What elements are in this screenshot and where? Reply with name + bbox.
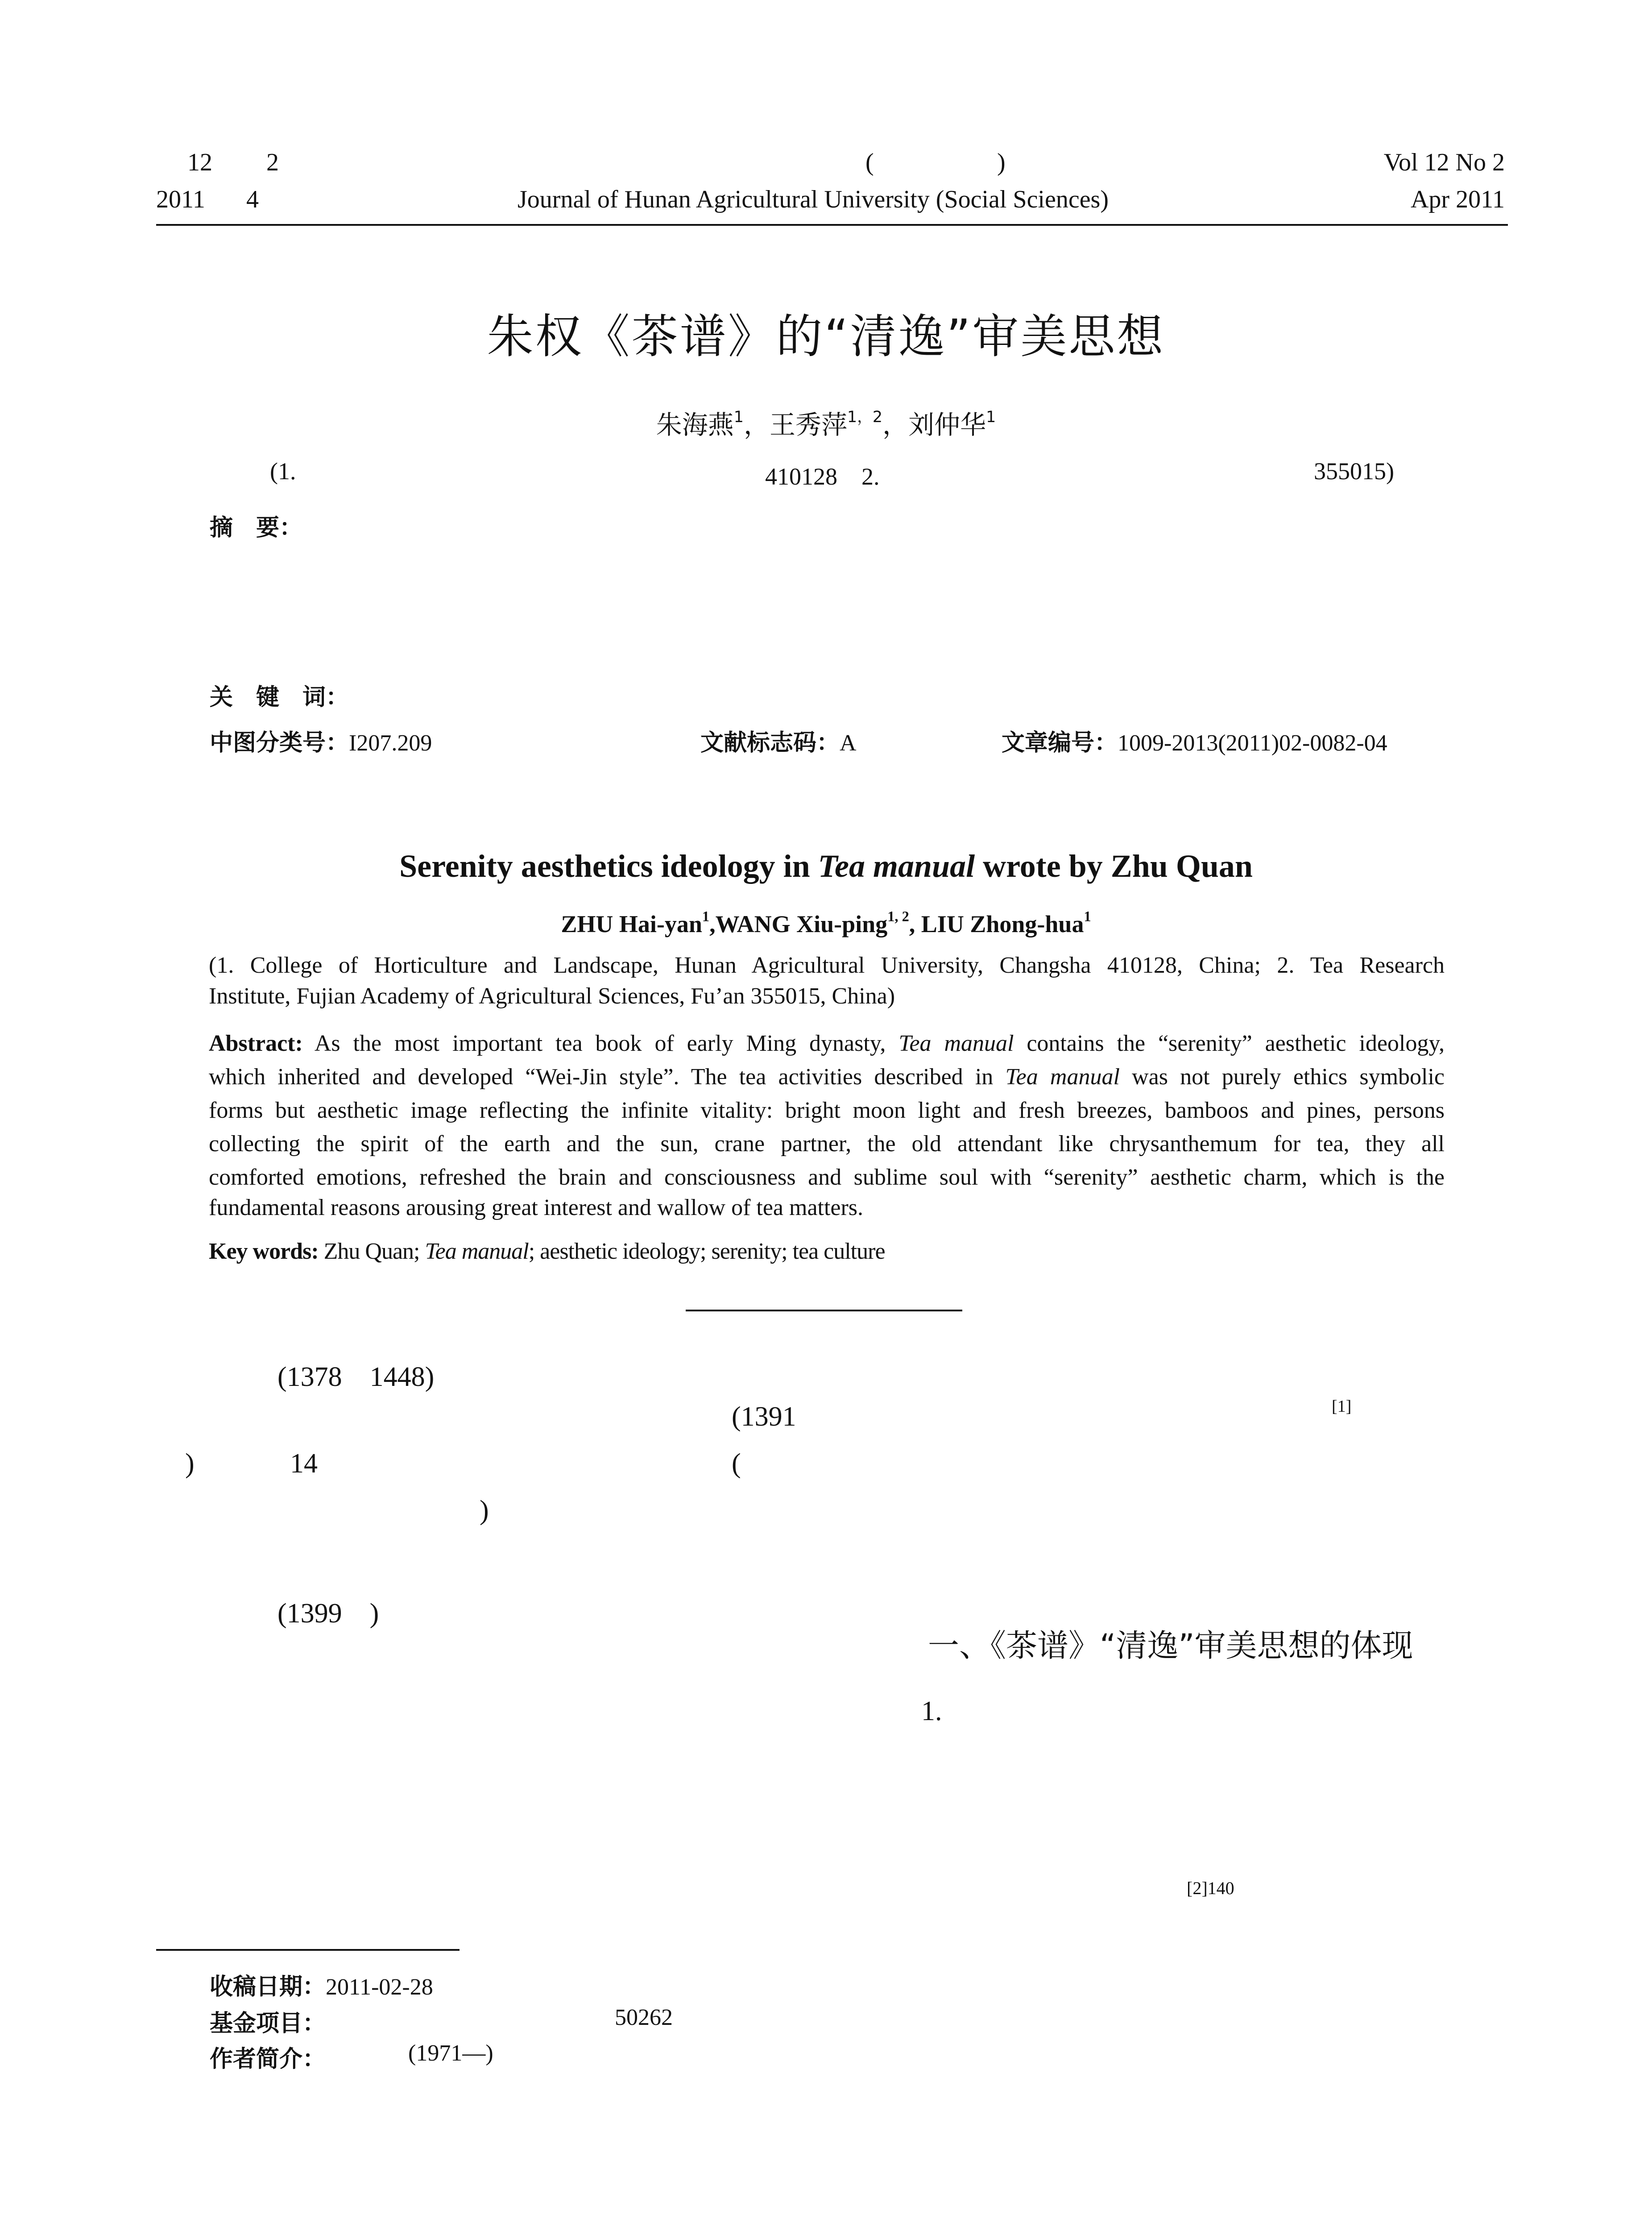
- header-journal-en: Journal of Hunan Agricultural University (Social Sciences): [518, 186, 1109, 213]
- title-en-book: Tea manual: [818, 848, 975, 884]
- classification-line: [210, 724, 432, 757]
- title-en-part-2: wrote by Zhu Quan: [975, 848, 1253, 884]
- header-year-cn: 2011: [156, 186, 205, 213]
- header-month-cn: 4: [246, 186, 259, 213]
- author-cn-1: 朱海燕: [656, 410, 734, 440]
- body-left-paren: ): [185, 1448, 195, 1479]
- header-paren-open: (: [865, 149, 874, 176]
- citation-1: [1]: [1332, 1397, 1352, 1416]
- abstract-en-line-2: [209, 1060, 1445, 1095]
- body-left-number: 14: [290, 1448, 318, 1479]
- footnote-author-years: (1971—): [408, 2040, 493, 2066]
- author-cn-sep-1: ，: [743, 410, 770, 440]
- affiliation-en-line-1: (1. College of Horticulture and Landscape, Hunan Agricultural University, Changsha 410128, China; 2. Tea Research: [209, 953, 1445, 978]
- keywords-en-text: ; aesthetic ideology; serenity; tea culture: [528, 1239, 885, 1264]
- footnote-received: [210, 1968, 433, 2001]
- document-code-value: A: [840, 730, 857, 756]
- header-volume-en: Vol 12 No 2: [1383, 149, 1505, 176]
- abstract-en-line-1: [209, 1026, 1445, 1061]
- author-cn-2-affil: 1，2: [847, 408, 883, 426]
- document-code: [700, 724, 857, 757]
- section-divider: [686, 1310, 962, 1311]
- affiliation-en-line-2: Institute, Fujian Academy of Agricultural Sciences, Fu’an 355015, China): [209, 983, 895, 1009]
- article-number-value: 1009-2013(2011)02-0082-04: [1118, 730, 1387, 756]
- author-cn-sep-2: ，: [882, 410, 909, 440]
- subsection-1-number: 1.: [921, 1696, 942, 1726]
- clc-value: I207.209: [349, 730, 432, 756]
- author-en-3: , LIU Zhong-hua: [909, 911, 1084, 937]
- footnote-fund-number: 50262: [615, 2005, 673, 2030]
- header-rule: [156, 224, 1508, 226]
- abstract-en-text: was not purely ethics symbolic: [1119, 1064, 1445, 1090]
- body-left-dates-1: (1378 1448): [277, 1362, 435, 1392]
- author-en-2-affil: 1, 2: [887, 908, 909, 925]
- body-left-paren-2: ): [480, 1495, 489, 1526]
- title-en: [0, 848, 1652, 885]
- title-en-part-1: Serenity aesthetics ideology in: [399, 848, 818, 884]
- article-number-label: 文章编号：: [1002, 730, 1118, 756]
- abstract-en-text: which inherited and developed “Wei-Jin style”. The tea activities described in: [209, 1064, 1006, 1090]
- author-cn-3-affil: 1: [986, 408, 996, 426]
- affiliation-cn-part-3: 355015): [1314, 458, 1394, 485]
- article-number: [1002, 724, 1387, 757]
- footnote-fund-label: 基金项目：: [210, 2010, 326, 2037]
- received-label: 收稿日期：: [210, 1974, 326, 2000]
- authors-en: [0, 910, 1652, 938]
- keywords-en-text: Zhu Quan;: [318, 1239, 425, 1264]
- header-paren-close: ): [997, 149, 1006, 176]
- keywords-en-label: Key words:: [209, 1239, 319, 1264]
- abstract-en-line-5: comforted emotions, refreshed the brain and consciousness and sublime soul with “serenity” aesthetic charm, which is the: [209, 1165, 1445, 1190]
- author-cn-1-affil: 1: [733, 408, 744, 426]
- abstract-en-text: As the most important tea book of early Ming dynasty,: [302, 1031, 899, 1056]
- abstract-en-line-4: collecting the spirit of the earth and the sun, crane partner, the old attendant like chrysanthemum for tea, they all: [209, 1131, 1445, 1157]
- footnote-rule: [156, 1949, 460, 1951]
- abstract-en-book-2: Tea manual: [1005, 1064, 1120, 1090]
- keywords-en-book: Tea manual: [425, 1239, 529, 1264]
- keywords-cn-label: 关 键 词：: [210, 684, 349, 711]
- header-date-en: Apr 2011: [1410, 186, 1505, 213]
- abstract-en-text: contains the “serenity” aesthetic ideology,: [1014, 1031, 1445, 1056]
- clc-label: 中图分类号：: [210, 730, 349, 756]
- authors-cn: [0, 404, 1652, 441]
- affiliation-cn-part-1: (1.: [270, 458, 296, 485]
- header-volume-cn: 12: [187, 149, 212, 176]
- citation-2: [2]140: [1187, 1878, 1234, 1898]
- author-en-3-affil: 1: [1084, 908, 1091, 925]
- body-left-dates-2: (1399 ): [277, 1598, 379, 1629]
- keywords-en: [209, 1238, 885, 1265]
- document-code-label: 文献标志码：: [700, 730, 840, 756]
- author-en-1: ZHU Hai-yan: [561, 911, 702, 937]
- abstract-en-line-3: forms but aesthetic image reflecting the infinite vitality: bright moon light and fresh breezes, bamboos and pines, persons: [209, 1098, 1445, 1123]
- abstract-en-book-1: Tea manual: [898, 1031, 1014, 1056]
- affiliation-cn-part-2: 410128 2.: [765, 463, 880, 490]
- author-en-1-affil: 1: [702, 908, 710, 925]
- section-heading-1: 一、《茶谱》“清逸”审美思想的体现: [928, 1627, 1413, 1664]
- received-date: 2011-02-28: [326, 1974, 433, 2000]
- author-en-2: ,WANG Xiu-ping: [709, 911, 888, 937]
- footnote-author-label: 作者简介：: [210, 2046, 326, 2073]
- title-cn: 朱权《茶谱》的“清逸”审美思想: [487, 309, 1165, 364]
- abstract-en-label: Abstract:: [209, 1031, 303, 1056]
- author-cn-3: 刘仲华: [908, 410, 986, 440]
- abstract-cn-label: 摘 要：: [210, 514, 303, 541]
- body-right-date: (1391: [732, 1402, 796, 1432]
- body-right-paren: (: [732, 1448, 741, 1479]
- author-cn-2: 王秀萍: [769, 410, 847, 440]
- header-number-cn: 2: [266, 149, 279, 176]
- abstract-en-line-6: fundamental reasons arousing great interest and wallow of tea matters.: [209, 1195, 864, 1220]
